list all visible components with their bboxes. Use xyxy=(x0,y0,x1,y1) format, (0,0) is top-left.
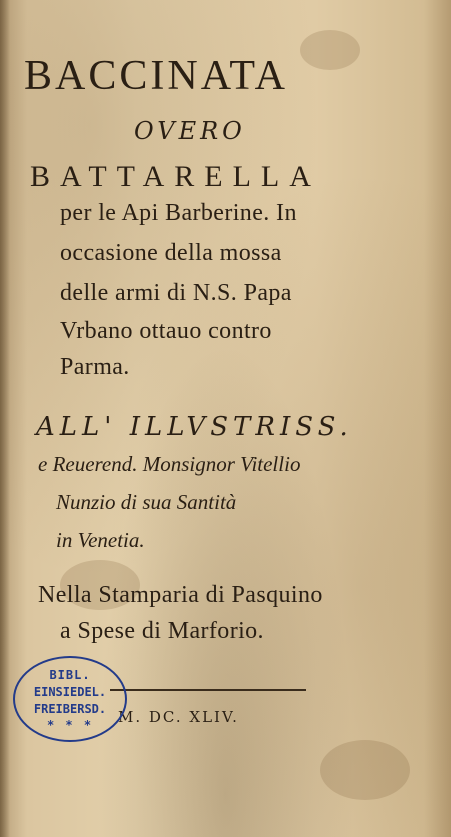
imprint-line: Nella Stamparia di Pasquino xyxy=(38,582,323,608)
description-line: Parma. xyxy=(60,354,130,380)
stamp-line: * * * xyxy=(46,718,94,732)
stamp-line: BIBL. xyxy=(49,668,91,682)
binding-edge xyxy=(0,0,10,837)
description-line: occasione della mossa xyxy=(60,240,282,266)
stamp-line: FREIBERSD. xyxy=(33,702,107,716)
foxing-stain xyxy=(320,740,410,800)
book-subtitle: OVERO xyxy=(134,117,246,145)
book-title: BACCINATA xyxy=(24,53,288,99)
description-line: Vrbano ottauo contro xyxy=(60,318,272,344)
library-stamp xyxy=(13,656,127,742)
foxing-stain xyxy=(300,30,360,70)
description-line: per le Api Barberine. In xyxy=(60,200,297,226)
imprint-line: a Spese di Marforio. xyxy=(60,618,264,644)
dedication-line: Nunzio di sua Santità xyxy=(56,490,237,514)
book-title-2: BATTARELLA xyxy=(30,160,321,193)
divider-rule xyxy=(110,689,306,691)
dedication-line: e Reuerend. Monsignor Vitellio xyxy=(38,452,301,476)
dedication-line: in Venetia. xyxy=(56,528,145,552)
publication-date: M. DC. XLIV. xyxy=(118,708,239,726)
description-line: delle armi di N.S. Papa xyxy=(60,280,292,306)
dedication-heading: ALL' ILLVSTRISS. xyxy=(36,412,353,442)
stamp-line: EINSIEDEL. xyxy=(33,685,107,699)
